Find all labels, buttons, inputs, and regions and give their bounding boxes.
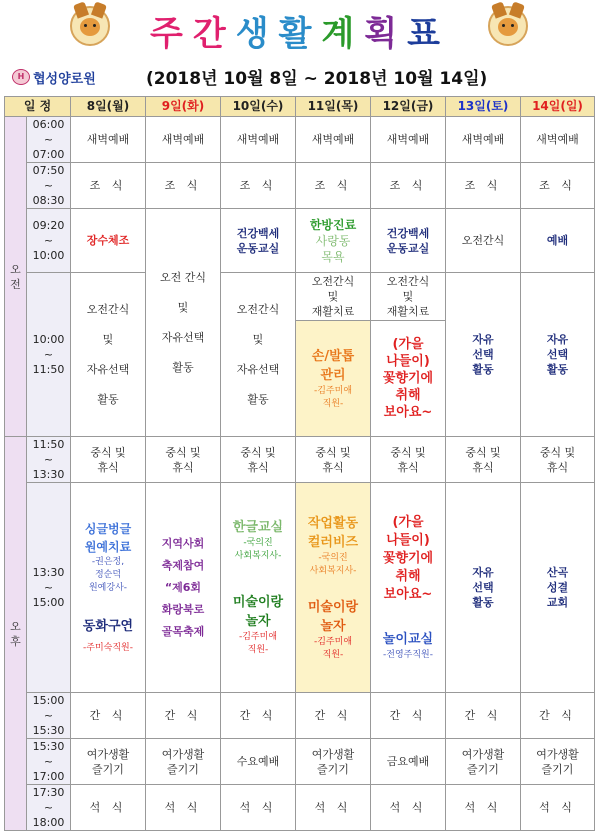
cell-snack: 간 식 (296, 693, 371, 739)
fri-autumn-trip: (가을 나들이) 꽃향기에 취해 보아요~ (371, 321, 446, 437)
mon-snack-block: 오전간식 및 자유선택 활동 (71, 273, 146, 437)
sun-free-activity: 자유 선택 활동 (521, 273, 595, 437)
time-cell: 11:50 ~ 13:30 (27, 437, 71, 483)
day-header-sat: 13일(토) (446, 97, 521, 117)
fri-health-class: 건강백세 운동교실 (371, 209, 446, 273)
fri-snack: 오전간식 및 재활치료 (371, 273, 446, 321)
day-header-tue: 9일(화) (146, 97, 221, 117)
row-dawn (5, 117, 595, 163)
day-header-fri: 12일(금) (371, 97, 446, 117)
row-morning-1 (5, 209, 595, 273)
cell-leisure: 여가생활 즐기기 (146, 739, 221, 785)
row-morning-2a (5, 273, 595, 321)
title-char: 생 (235, 14, 279, 54)
cell-dinner: 석 식 (446, 785, 521, 831)
half-pm: 오 후 (5, 437, 27, 831)
wed-snack-block: 오전간식 및 자유선택 활동 (221, 273, 296, 437)
cell-dawn: 새벽예배 (521, 117, 595, 163)
cell-lunch: 중식 및 휴식 (146, 437, 221, 483)
row-leisure (5, 739, 595, 785)
title-char: 획 (364, 14, 408, 54)
cell-snack: 간 식 (371, 693, 446, 739)
tue-morning-block: 오전 간식 및 자유선택 활동 (146, 209, 221, 437)
cell-leisure: 여가생활 즐기기 (446, 739, 521, 785)
header-corner: 일 정 (5, 97, 71, 117)
day-header-thu: 11일(목) (296, 97, 371, 117)
fri-afternoon: (가을 나들이) 꽃향기에 취해 보아요~ 놀이교실 -전영주직원- (371, 483, 446, 693)
day-header-mon: 8일(월) (71, 97, 146, 117)
time-cell: 07:50 ~ 08:30 (27, 163, 71, 209)
time-cell: 17:30 ~ 18:00 (27, 785, 71, 831)
cell-lunch: 중식 및 휴식 (71, 437, 146, 483)
row-lunch (5, 437, 595, 483)
day-header-sun: 14일(일) (521, 97, 595, 117)
row-dinner (5, 785, 595, 831)
row-afternoon (5, 483, 595, 693)
cell-dinner: 석 식 (371, 785, 446, 831)
cell-lunch: 중식 및 휴식 (446, 437, 521, 483)
cell-snack: 간 식 (71, 693, 146, 739)
mon-afternoon: 싱글벙글 원예치료 -권은정, 정순덕 원예강사- 동화구연 -주미숙직원- (71, 483, 146, 693)
tue-festival: 지역사회 축제참여 “제6회 화랑북로 골목축제 (146, 483, 221, 693)
cell-lunch: 중식 및 휴식 (521, 437, 595, 483)
cell-dinner: 석 식 (221, 785, 296, 831)
cell-breakfast: 조 식 (521, 163, 595, 209)
cell-breakfast: 조 식 (371, 163, 446, 209)
cell-dinner: 석 식 (521, 785, 595, 831)
time-cell: 15:30 ~ 17:00 (27, 739, 71, 785)
cell-dinner: 석 식 (146, 785, 221, 831)
org-mark-icon: H (12, 69, 30, 85)
org-name: 협성양로원 (33, 71, 96, 87)
sun-afternoon: 산곡 성결 교회 (521, 483, 595, 693)
sun-worship: 예배 (521, 209, 595, 273)
wed-health-class: 건강백세 운동교실 (221, 209, 296, 273)
dog-mascot-right-icon (488, 6, 528, 46)
cell-dawn: 새벽예배 (146, 117, 221, 163)
sub-header (6, 62, 596, 92)
cell-dawn: 새벽예배 (296, 117, 371, 163)
day-header-wed: 10일(수) (221, 97, 296, 117)
title-char: 활 (278, 14, 322, 54)
cell-breakfast: 조 식 (446, 163, 521, 209)
thu-afternoon: 작업활동 컬러비즈 -국의진 사회복지사- 미술이랑 놀자 -김주미애 직원- (296, 483, 371, 693)
time-cell: 10:00 ~ 11:50 (27, 273, 71, 437)
title-bar (0, 0, 600, 60)
period-text: (2018년 10월 8일 ~ 2018년 10월 14일) (146, 69, 488, 89)
time-cell: 13:30 ~ 15:00 (27, 483, 71, 693)
row-breakfast (5, 163, 595, 209)
cell-dawn: 새벽예배 (446, 117, 521, 163)
thu-nail-care: 손/발톱 관리 -김주미애 직원- (296, 321, 371, 437)
thu-snack: 오전간식 및 재활치료 (296, 273, 371, 321)
cell-fri-evening: 금요예배 (371, 739, 446, 785)
sat-free-activity: 자유 선택 활동 (446, 273, 521, 437)
title-char: 주 (149, 14, 193, 54)
org-logo (12, 66, 96, 88)
cell-breakfast: 조 식 (221, 163, 296, 209)
row-snack (5, 693, 595, 739)
cell-snack: 간 식 (521, 693, 595, 739)
page-title (120, 6, 480, 55)
time-cell: 06:00 ~ 07:00 (27, 117, 71, 163)
cell-leisure: 여가생활 즐기기 (521, 739, 595, 785)
cell-wed-evening: 수요예배 (221, 739, 296, 785)
sat-snack: 오전간식 (446, 209, 521, 273)
cell-snack: 간 식 (146, 693, 221, 739)
cell-breakfast: 조 식 (71, 163, 146, 209)
header-row (5, 97, 595, 117)
dog-mascot-left-icon (70, 6, 110, 46)
schedule-table (4, 96, 595, 831)
title-char: 계 (321, 14, 365, 54)
cell-breakfast: 조 식 (296, 163, 371, 209)
cell-breakfast: 조 식 (146, 163, 221, 209)
cell-lunch: 중식 및 휴식 (221, 437, 296, 483)
cell-leisure: 여가생활 즐기기 (296, 739, 371, 785)
mon-exercise: 장수체조 (71, 209, 146, 273)
cell-lunch: 중식 및 휴식 (296, 437, 371, 483)
cell-lunch: 중식 및 휴식 (371, 437, 446, 483)
sat-afternoon: 자유 선택 활동 (446, 483, 521, 693)
cell-snack: 간 식 (446, 693, 521, 739)
cell-dinner: 석 식 (71, 785, 146, 831)
cell-dinner: 석 식 (296, 785, 371, 831)
thu-morning-1: 한방진료 사랑동 목욕 (296, 209, 371, 273)
cell-dawn: 새벽예배 (371, 117, 446, 163)
title-char: 표 (407, 14, 450, 54)
wed-afternoon: 한글교실 -국의진 사회복지사- 미술이랑 놀자 -김주미애 직원- (221, 483, 296, 693)
cell-dawn: 새벽예배 (221, 117, 296, 163)
title-char: 간 (192, 14, 236, 54)
half-am: 오 전 (5, 117, 27, 437)
time-cell: 15:00 ~ 15:30 (27, 693, 71, 739)
time-cell: 09:20 ~ 10:00 (27, 209, 71, 273)
cell-dawn: 새벽예배 (71, 117, 146, 163)
cell-snack: 간 식 (221, 693, 296, 739)
cell-leisure: 여가생활 즐기기 (71, 739, 146, 785)
